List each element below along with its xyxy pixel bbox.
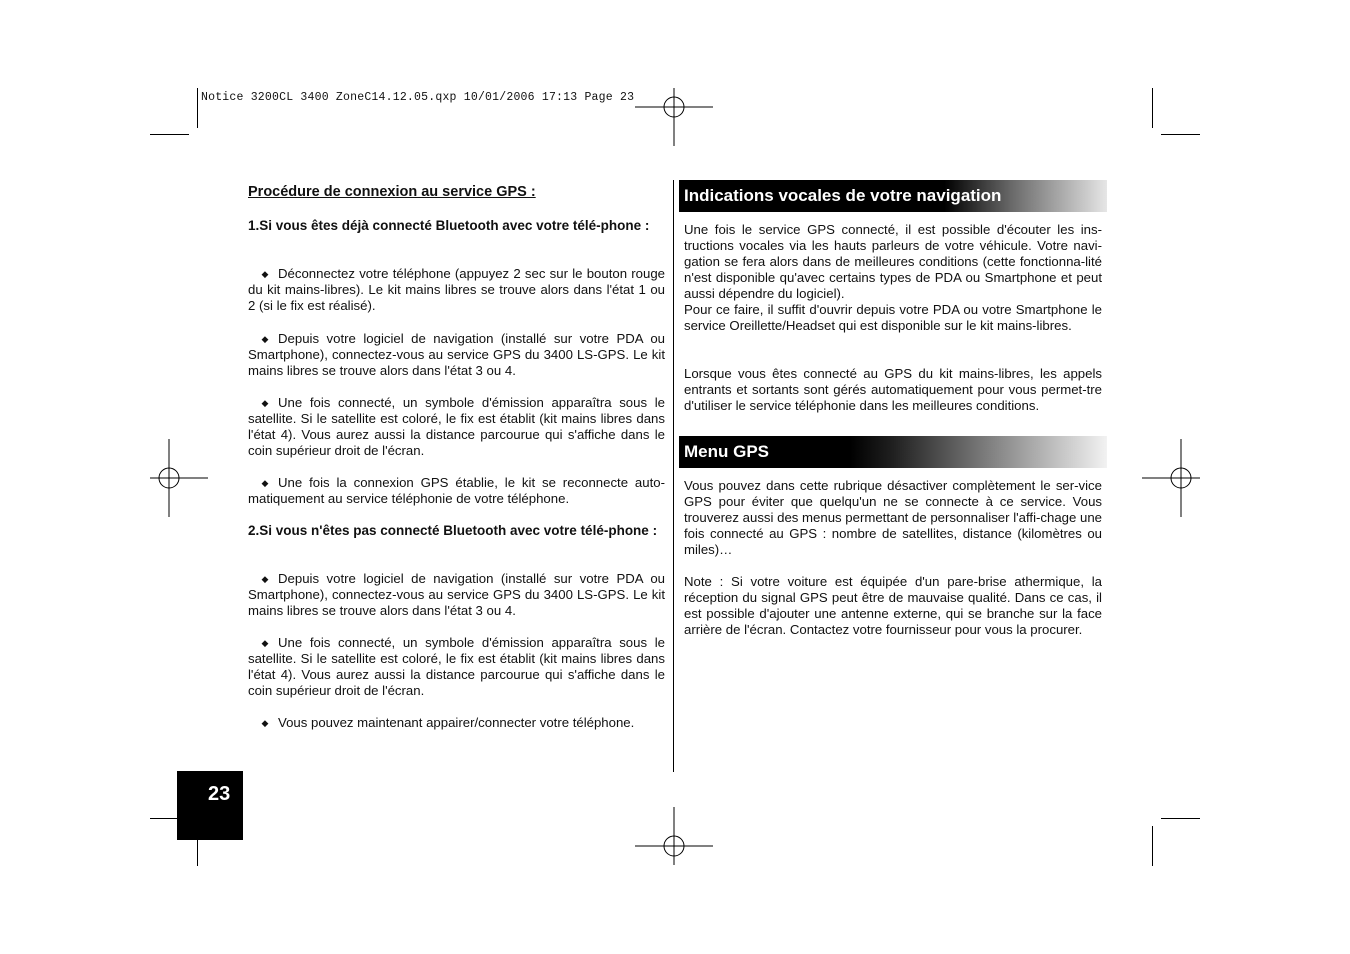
bullet-icon: ◆ <box>261 398 269 408</box>
bullet-icon: ◆ <box>261 334 269 344</box>
list-item: ◆ Depuis votre logiciel de navigation (installé sur votre PDA ou Smartphone), connectez-vous au service GPS du 3400 LS-GPS. Le kit mains libres se trouve alors dans l'état 3 ou 4. <box>248 331 665 378</box>
registration-mark-bottom <box>635 807 713 885</box>
heading-voice-navigation-label: Indications vocales de votre navigation <box>684 186 1002 205</box>
bullet-icon: ◆ <box>261 574 269 584</box>
section2-heading: 2.Si vous n'êtes pas connecté Bluetooth avec votre télé-phone : <box>248 523 658 538</box>
paragraph-note: Note : Si votre voiture est équipée d'un pare-brise athermique, la réception du signal GPS peut être de mauvaise qualité. Dans ce cas, il est possible d'ajouter une antenne externe, qui se branche sur la face arrière de l'écran. Contactez votre fournisseur pour vous la procurer. <box>684 574 1102 637</box>
registration-mark-left <box>130 439 208 517</box>
page-number: 23 <box>208 783 231 805</box>
list-item: ◆ Déconnectez votre téléphone (appuyez 2 sec sur le bouton rouge du kit mains-libres). Le kit mains libres se trouve alors dans l'état 1 ou 2 (si le fix est réalisé). <box>248 266 665 313</box>
page-number-box <box>177 771 243 840</box>
registration-mark-top <box>635 68 713 146</box>
paragraph-calls: Lorsque vous êtes connecté au GPS du kit mains-libres, les appels entrants et sortants sont gérés automatiquement pour vous permet-tre d'utiliser le service téléphonie dans les meilleures conditions. <box>684 366 1102 413</box>
procedure-title: Procédure de connexion au service GPS : <box>248 184 536 200</box>
list-item: ◆ Une fois connecté, un symbole d'émission apparaîtra sous le satellite. Si le satellite est coloré, le fix est établit (kit mains libres dans l'état 4). Vous aurez aussi la distance parcourue qui s'affiche dans le coin supérieur droit de l'écran. <box>248 635 665 698</box>
heading-voice-navigation <box>679 180 1107 212</box>
heading-menu-gps-label: Menu GPS <box>684 442 770 461</box>
print-slug: Notice 3200CL 3400 ZoneC14.12.05.qxp 10/01/2006 17:13 Page 23 <box>201 91 635 104</box>
section1-heading: 1.Si vous êtes déjà connecté Bluetooth avec votre télé-phone : <box>248 218 650 233</box>
list-item: ◆ Une fois la connexion GPS établie, le kit se reconnecte auto-matiquement au service téléphonie de votre téléphone. <box>248 475 665 506</box>
bullet-icon: ◆ <box>261 478 269 488</box>
list-item: ◆ Depuis votre logiciel de navigation (installé sur votre PDA ou Smartphone), connectez-vous au service GPS du 3400 LS-GPS. Le kit mains libres se trouve alors dans l'état 3 ou 4. <box>248 571 665 618</box>
paragraph-voice-intro: Une fois le service GPS connecté, il est possible d'écouter les ins-tructions vocales via les hauts parleurs de votre véhicule. Votre navi-gation se fera alors dans de meilleures conditions (cette fonctionna-lité n'est disponible qu'avec certains types de PDA ou Smartphone et peut aussi dépendre du logiciel). <box>684 222 1102 301</box>
bullet-icon: ◆ <box>261 638 269 648</box>
registration-mark-right <box>1142 439 1220 517</box>
bullet-icon: ◆ <box>261 269 269 279</box>
heading-menu-gps <box>679 436 1107 468</box>
list-item: ◆ Vous pouvez maintenant appairer/connecter votre téléphone. <box>261 715 635 730</box>
bullet-icon: ◆ <box>261 718 269 728</box>
paragraph-menu-gps: Vous pouvez dans cette rubrique désactiver complètement le ser-vice GPS pour éviter que quelqu'un ne se connecte à ce service. Vous trouverez aussi des menus permettant de personnaliser l'affi-chage une fois connecté au GPS : nombre de satellites, distance (kilomètres ou miles)… <box>684 478 1102 557</box>
list-item: ◆ Une fois connecté, un symbole d'émission apparaîtra sous le satellite. Si le satellite est coloré, le fix est établit (kit mains libres dans l'état 4). Vous aurez aussi la distance parcourue qui s'affiche dans le coin supérieur droit de l'écran. <box>248 395 665 458</box>
column-divider <box>673 180 674 772</box>
paragraph-headset: Pour ce faire, il suffit d'ouvrir depuis votre PDA ou votre Smartphone le service Oreillette/Headset qui est disponible sur le kit mains-libres. <box>684 302 1102 333</box>
